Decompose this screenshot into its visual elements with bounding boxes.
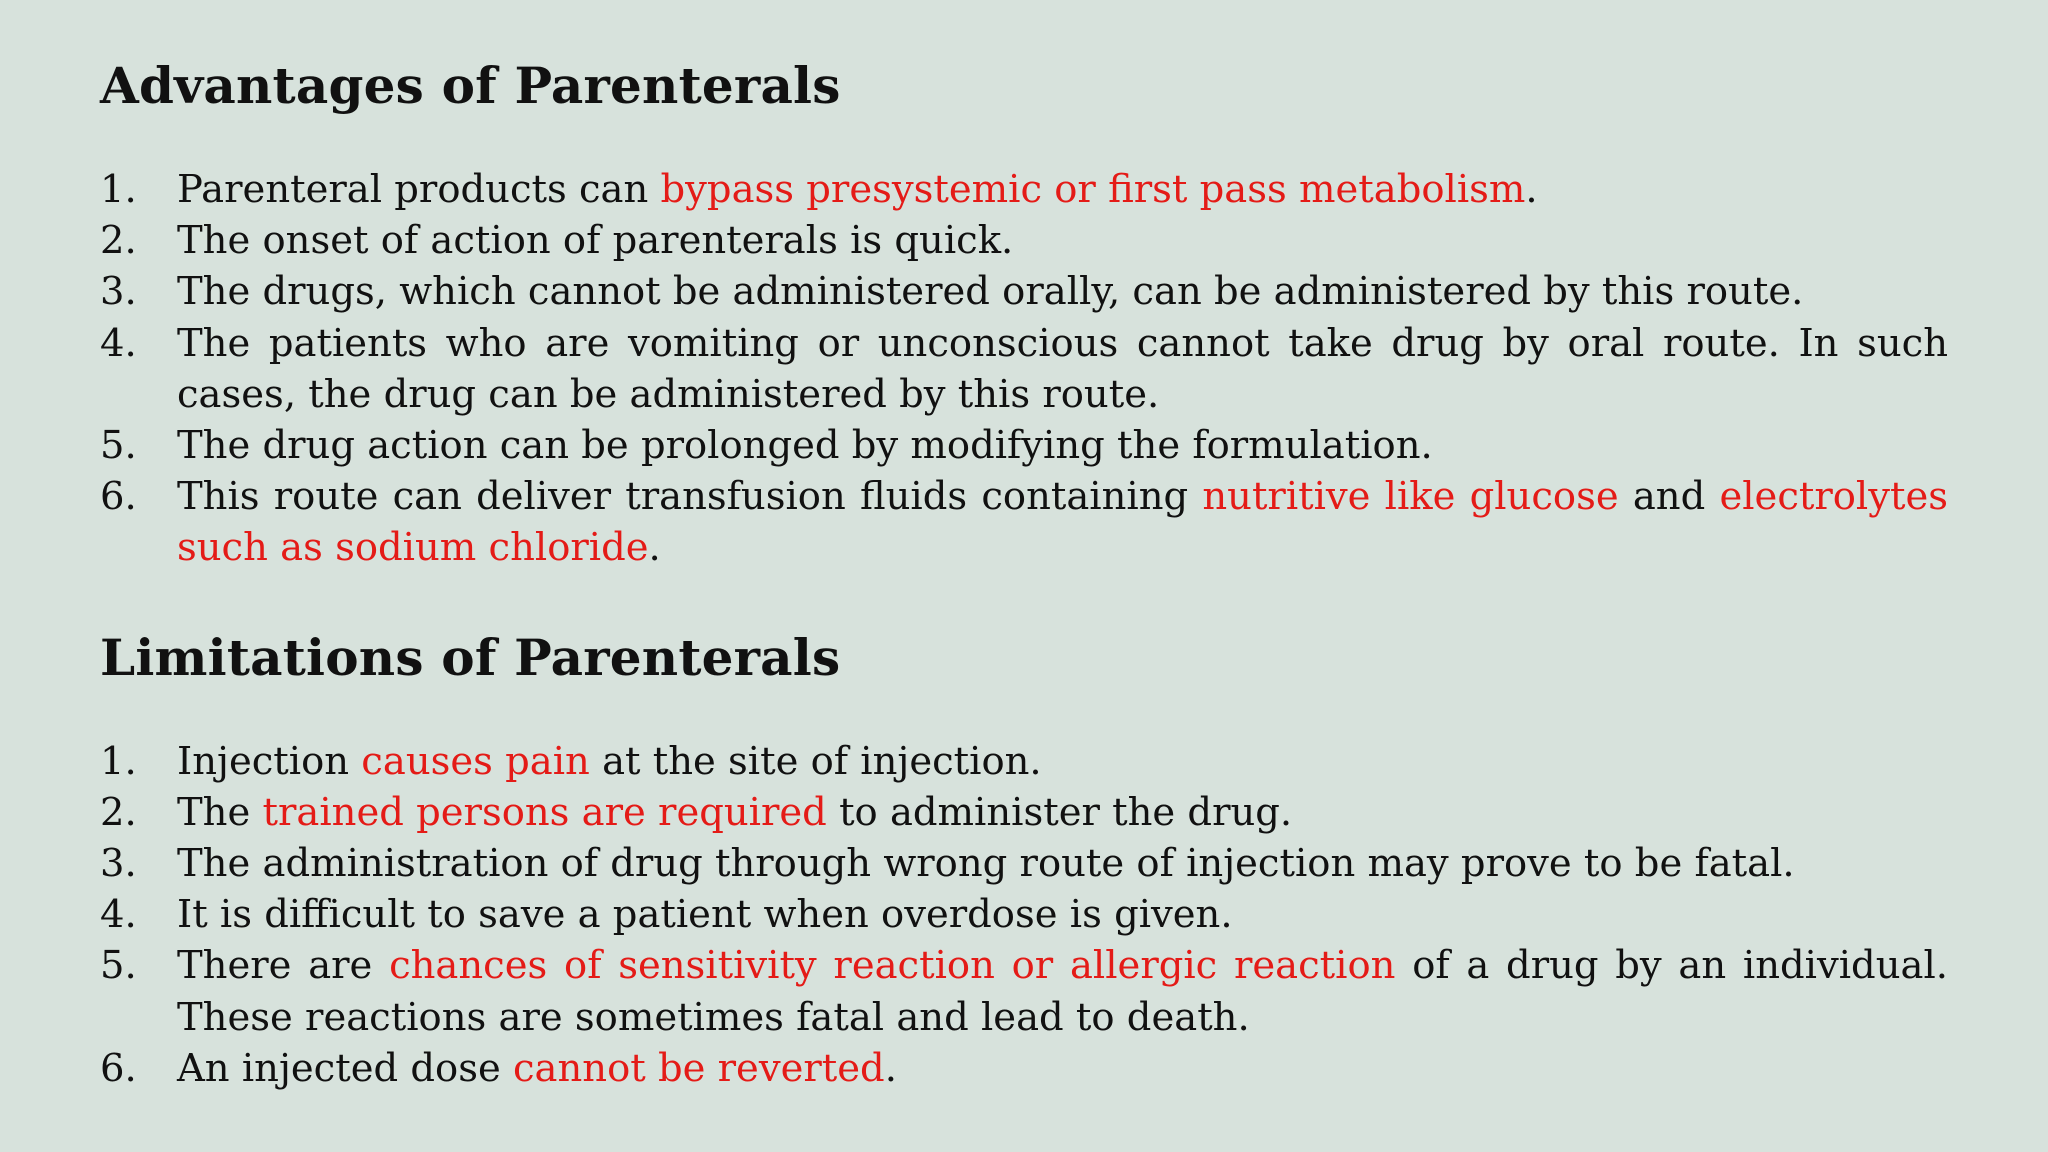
item-number: 6.: [100, 1045, 137, 1091]
item-text: .: [1525, 167, 1538, 212]
advantages-title: Advantages of Parenterals: [100, 56, 841, 115]
list-item: [100, 940, 1948, 1042]
item-text: It is difficult to save a patient when overdose is given.: [177, 892, 1233, 938]
item-text: and: [1618, 474, 1720, 520]
list-item: [100, 164, 1948, 215]
item-text: The: [177, 789, 263, 835]
highlighted-text: electrolytes such as sodium chloride: [177, 474, 1949, 571]
highlighted-text: chances of sensitivity reaction or allergic reaction: [389, 943, 1396, 989]
list-item: [100, 736, 1948, 787]
item-text: at the site of injection.: [589, 738, 1042, 784]
highlighted-text: bypass presystemic or first pass metabolism: [660, 167, 1526, 212]
list-item: [100, 787, 1948, 838]
list-item: [100, 1043, 1948, 1094]
item-number: 1.: [100, 167, 137, 212]
limitations-title: Limitations of Parenterals: [100, 627, 841, 687]
item-text: Parenteral products can: [177, 167, 661, 212]
list-item: [100, 471, 1948, 573]
item-number: 3.: [100, 841, 137, 887]
item-text: .: [884, 1045, 897, 1091]
item-text: to administer the drug.: [826, 789, 1293, 835]
highlighted-text: causes pain: [361, 738, 590, 784]
item-text: .: [648, 525, 661, 571]
item-text: The patients who are vomiting or unconscious cannot take drug by oral route. In such cases, the drug can be administered by this route.: [177, 320, 1948, 417]
item-text: The drugs, which cannot be administered orally, can be administered by this route.: [177, 269, 1804, 315]
item-number: 3.: [100, 269, 137, 315]
list-item: [100, 266, 1948, 317]
item-number: 5.: [100, 943, 137, 989]
list-item: [100, 215, 1948, 266]
item-number: 4.: [100, 320, 137, 366]
item-number: 5.: [100, 423, 137, 469]
item-number: 2.: [100, 218, 137, 264]
item-text: of a drug by an individual. These reactions are sometimes fatal and lead to death.: [177, 943, 1948, 1040]
list-item: [100, 420, 1948, 471]
advantages-list: [100, 164, 1948, 574]
item-text: An injected dose: [177, 1045, 513, 1091]
item-text: There are: [177, 943, 390, 989]
highlighted-text: trained persons are required: [262, 789, 827, 835]
item-text: The onset of action of parenterals is quick.: [177, 218, 1014, 264]
list-item: [100, 889, 1948, 940]
item-number: 2.: [100, 789, 137, 835]
list-item: [100, 838, 1948, 889]
highlighted-text: cannot be reverted: [512, 1045, 885, 1091]
limitations-list: [100, 736, 1948, 1094]
item-number: 1.: [100, 738, 137, 784]
item-number: 6.: [100, 474, 137, 520]
item-number: 4.: [100, 892, 137, 938]
highlighted-text: nutritive like glucose: [1202, 474, 1619, 520]
list-item: [100, 318, 1948, 420]
item-text: The drug action can be prolonged by modifying the formulation.: [177, 423, 1433, 469]
item-text: The administration of drug through wrong route of injection may prove to be fatal.: [177, 841, 1795, 887]
item-text: This route can deliver transfusion fluids containing: [177, 474, 1203, 520]
item-text: Injection: [177, 738, 362, 784]
